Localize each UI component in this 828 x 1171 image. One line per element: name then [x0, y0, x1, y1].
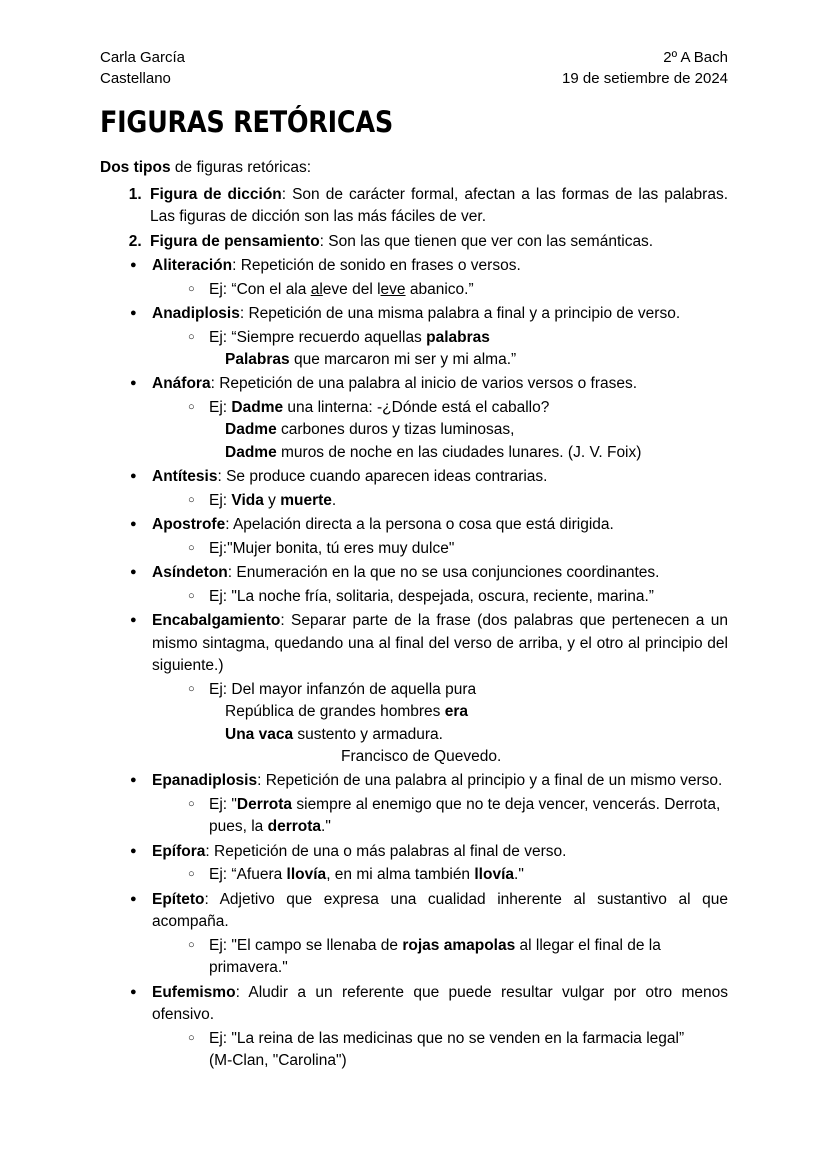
emphasis-text: palabras: [426, 328, 490, 346]
emphasis-text: Dadme: [231, 398, 284, 416]
numbered-item-text: : Son las que tienen que ver con las semánticas.: [319, 232, 654, 250]
example-label: Ej:: [209, 936, 232, 954]
plain-text: carbones duros y tizas luminosas,: [276, 421, 515, 439]
plain-text: Francisco de Quevedo.: [341, 747, 502, 765]
emphasis-text: llovía: [286, 866, 327, 884]
example-list: [152, 864, 728, 886]
example-item: [188, 935, 728, 980]
figure-def-text: : Repetición de una palabra al inicio de varios versos o frases.: [210, 375, 638, 393]
figure-item: [130, 255, 728, 301]
example-item: [188, 397, 728, 464]
example-list: [152, 279, 728, 301]
figure-definition: [152, 612, 728, 674]
page-title: FIGURAS RETÓRICAS: [100, 105, 393, 140]
plain-text: sustento y armadura.: [293, 725, 443, 743]
figure-definition: [152, 984, 728, 1023]
underlined-text: eve: [380, 280, 406, 298]
course-name: 2º A Bach: [663, 49, 728, 66]
figure-definition: [152, 564, 659, 581]
example-continuation-line: [209, 442, 728, 464]
document-date: 19 de setiembre de 2024: [562, 69, 728, 87]
plain-text: siempre al enemigo que no te deja vencer, vencerás. Derrota, pues, la: [209, 795, 721, 836]
numbered-item-text: : Son de carácter formal, afectan a las formas de las palabras. Las figuras de dicción son las más fáciles de ver.: [150, 185, 728, 226]
figure-definition: [152, 375, 637, 392]
example-list: [152, 1028, 728, 1073]
emphasis-text: Dadme: [225, 443, 277, 461]
figure-item: [130, 889, 728, 980]
figure-item: [130, 770, 728, 838]
example-label: Ej:: [209, 328, 232, 346]
example-item: [188, 679, 728, 769]
figure-definition: [152, 516, 614, 533]
plain-text: “Afuera: [231, 866, 287, 884]
example-item: [188, 794, 728, 839]
plain-text: .": [321, 818, 331, 836]
example-item: [188, 490, 728, 512]
author-name: Carla García: [100, 49, 186, 66]
plain-text: a: [297, 280, 311, 298]
example-list: [152, 679, 728, 769]
example-label: Ej:: [209, 680, 232, 698]
intro-rest: de figuras retóricas:: [170, 159, 312, 177]
plain-text: al: [285, 280, 298, 298]
example-list: [152, 586, 728, 608]
example-label: Ej:: [209, 280, 232, 298]
figure-def-text: : Repetición de una o más palabras al final de verso.: [205, 842, 567, 860]
numbered-item: [146, 184, 728, 229]
figure-term: Encabalgamiento: [152, 612, 281, 630]
example-label: Ej:: [209, 866, 232, 884]
figure-item: [130, 514, 728, 560]
figure-item: [130, 373, 728, 464]
figure-item: [130, 466, 728, 512]
example-continuation-line: [209, 349, 728, 371]
header-right-block: [562, 48, 728, 89]
plain-text: ": [231, 795, 237, 813]
figure-term: Anadiplosis: [152, 305, 240, 323]
figure-definition: [152, 468, 548, 485]
figure-term: Aliteración: [152, 257, 233, 275]
figure-definition: [152, 772, 722, 789]
figure-term: Eufemismo: [152, 983, 236, 1001]
plain-text: Ej:"Mujer bonita, tú eres muy dulce": [209, 539, 455, 557]
plain-text: (M-Clan, "Carolina"): [209, 1052, 347, 1070]
example-item: [188, 538, 728, 560]
numbered-item: [146, 231, 728, 253]
figure-item: [130, 841, 728, 887]
emphasis-text: Derrota: [236, 795, 293, 813]
plain-text: , en mi alma también: [326, 866, 475, 884]
emphasis-text: Vida: [231, 491, 264, 509]
figure-term: Antítesis: [152, 468, 218, 486]
plain-text: .: [331, 491, 337, 509]
example-continuation-line: [209, 1050, 728, 1072]
example-continuation-line: [209, 419, 728, 441]
header-left-block: [100, 48, 185, 89]
plain-text: y: [263, 491, 281, 509]
plain-text: muros de noche en las ciudades lunares. (J. V. Foix): [276, 443, 642, 461]
emphasis-text: Una vaca: [225, 725, 294, 743]
example-continuation-line: [209, 746, 728, 768]
example-label: Ej:: [209, 398, 232, 416]
plain-text: "La reina de las medicinas que no se venden en la farmacia legal”: [231, 1029, 685, 1047]
example-item: [188, 1028, 728, 1073]
plain-text: .": [514, 866, 524, 884]
emphasis-text: rojas amapolas: [402, 936, 516, 954]
figure-term: Epífora: [152, 842, 206, 860]
plain-text: “Con el: [231, 280, 286, 298]
figure-def-text: : Repetición de sonido en frases o versos.: [232, 257, 521, 275]
figure-term: Epanadiplosis: [152, 772, 258, 790]
figure-definition: [152, 305, 680, 322]
plain-text: "El campo se llenaba de: [231, 936, 403, 954]
plain-text: “Siempre recuerdo aquellas: [231, 328, 427, 346]
example-continuation-line: [209, 724, 728, 746]
emphasis-text: muerte: [280, 491, 332, 509]
subject-name: Castellano: [100, 69, 171, 87]
figure-def-text: : Aludir a un referente que puede resultar vulgar por otro menos ofensivo.: [152, 983, 728, 1024]
emphasis-text: llovía: [474, 866, 515, 884]
intro-paragraph: [100, 157, 728, 179]
example-list: [152, 794, 728, 839]
figure-definition: [152, 891, 728, 930]
emphasis-text: Palabras: [225, 351, 290, 369]
example-list: [152, 538, 728, 560]
example-continuation-line: [209, 538, 728, 560]
example-list: [152, 327, 728, 372]
example-list: [152, 397, 728, 464]
plain-text: que marcaron mi ser y mi alma.”: [289, 351, 517, 369]
plain-text: "La noche fría, solitaria, despejada, oscura, reciente, marina.”: [231, 587, 654, 605]
numbered-item-term: Figura de dicción: [150, 185, 282, 203]
figure-def-text: : Separar parte de la frase (dos palabras que pertenecen a un mismo sintagma, quedando una al final del verso de arriba, y el otro al principio del siguiente.): [152, 612, 728, 675]
numbered-item-term: Figura de pensamiento: [150, 232, 320, 250]
plain-text: República de grandes hombres: [225, 703, 445, 721]
figure-term: Anáfora: [152, 375, 211, 393]
example-label: Ej:: [209, 795, 232, 813]
document-header: [100, 48, 728, 89]
figures-list: [100, 255, 728, 1072]
plain-text: eve: [322, 280, 348, 298]
figure-term: Asíndeton: [152, 564, 228, 582]
example-list: [152, 935, 728, 980]
example-list: [152, 490, 728, 512]
example-item: [188, 279, 728, 301]
figure-term: Apostrofe: [152, 516, 226, 534]
figure-definition: [152, 257, 521, 274]
figure-def-text: : Repetición de una misma palabra a final y a principio de verso.: [239, 305, 681, 323]
figure-def-text: : Repetición de una palabra al principio y a final de un mismo verso.: [257, 772, 723, 790]
plain-text: al llegar el final de la primavera.": [209, 936, 661, 977]
figure-item: [130, 610, 728, 768]
plain-text: abanico.”: [405, 280, 474, 298]
example-item: [188, 586, 728, 608]
emphasis-text: Dadme: [225, 421, 277, 439]
example-item: [188, 327, 728, 372]
figure-def-text: : Apelación directa a la persona o cosa que está dirigida.: [225, 516, 614, 534]
example-label: Ej:: [209, 491, 232, 509]
plain-text: una linterna: -¿Dónde está el caballo?: [283, 398, 550, 416]
figure-item: [130, 562, 728, 608]
figure-term: Epíteto: [152, 890, 205, 908]
emphasis-text: era: [444, 703, 468, 721]
figure-definition: [152, 843, 566, 860]
underlined-text: al: [310, 280, 323, 298]
figure-item: [130, 982, 728, 1073]
figure-def-text: : Enumeración en la que no se usa conjunciones coordinantes.: [227, 564, 660, 582]
figure-def-text: : Se produce cuando aparecen ideas contrarias.: [217, 468, 548, 486]
plain-text: del l: [347, 280, 381, 298]
example-label: Ej:: [209, 587, 232, 605]
figure-def-text: : Adjetivo que expresa una cualidad inherente al sustantivo al que acompaña.: [152, 890, 728, 931]
figure-item: [130, 303, 728, 371]
intro-bold: Dos tipos: [100, 159, 171, 177]
numbered-list: [100, 184, 728, 253]
emphasis-text: derrota: [267, 818, 322, 836]
example-continuation-line: [209, 701, 728, 723]
example-label: Ej:: [209, 1029, 232, 1047]
example-item: [188, 864, 728, 886]
plain-text: Del mayor infanzón de aquella pura: [231, 680, 477, 698]
